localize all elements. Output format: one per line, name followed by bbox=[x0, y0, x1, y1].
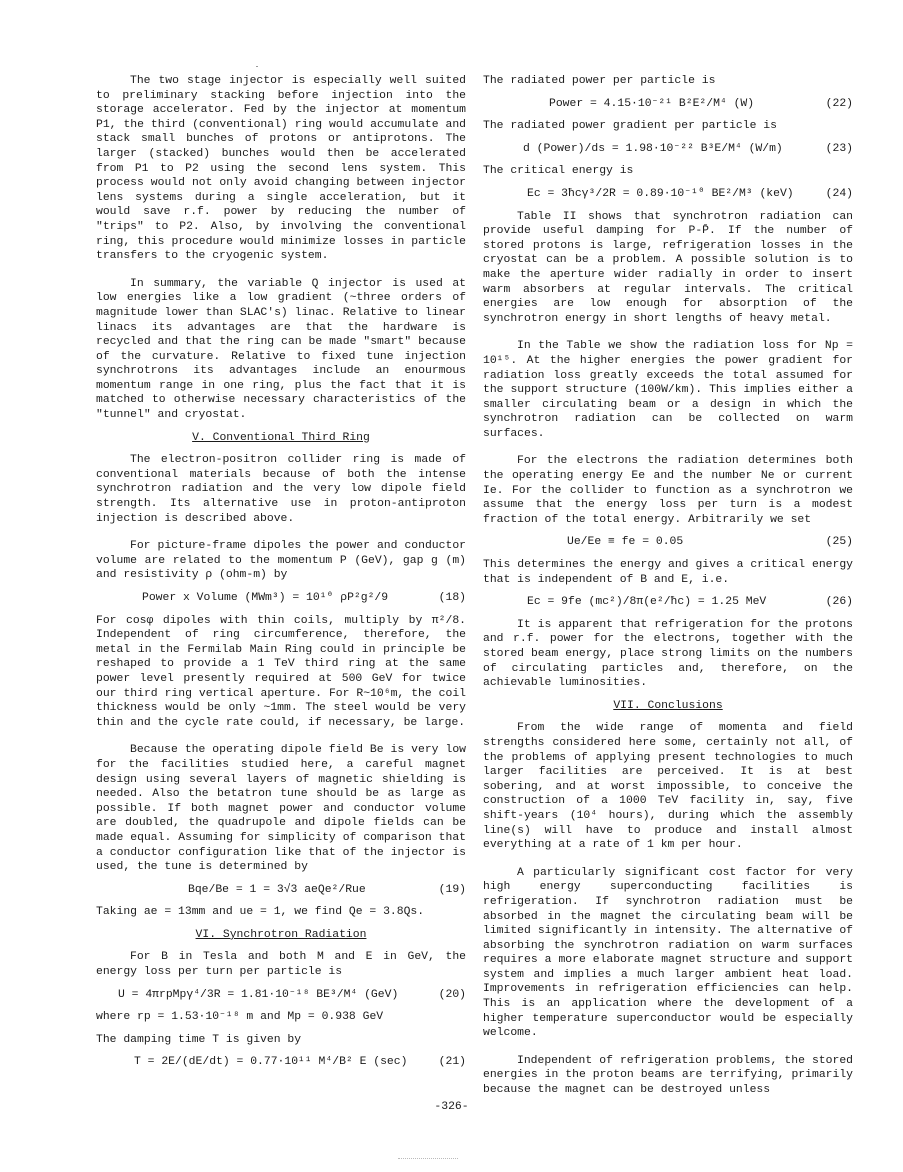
equation-body: U = 4πrpMpγ⁴/3R = 1.81·10⁻¹⁸ BE³/M⁴ (GeV) bbox=[118, 988, 399, 1001]
paragraph: In summary, the variable Q injector is used at low energies like a low gradient (~three orders of magnitude lower than SLAC's) linac. Relative to linear linacs its advantages are that the hardware is recycled and that the ring can be made "smart" because of the curvature. Relative to fixed tune injection synchrotrons its advantages include an enourmous momentum range in one ring, plus the fact that it is matched to otherwise necessary characteristics of the "tunnel" and cryostat. bbox=[96, 277, 466, 422]
equation-number: (21) bbox=[438, 1056, 466, 1069]
paragraph: The two stage injector is especially well suited to preliminary stacking before injection into the storage accelerator. Fed by the injector at momentum P1, the third (conventional) ring would accumulate and stack small bunches of protons or antiprotons. The larger (stacked) bunches would then be accelerated from P1 to P2 using the second lens system. This process would not only avoid changing between injector lens systems during a single acceleration, but it would save r.f. power by reducing the number of "trips" to P2. Also, by involving the conventional ring, this procedure would minimize losses in particle transfers to the cryogenic system. bbox=[96, 75, 466, 263]
equation bbox=[483, 97, 853, 112]
equation bbox=[96, 883, 466, 898]
scan-mark bbox=[398, 1158, 458, 1161]
paragraph: For picture-frame dipoles the power and conductor volume are related to the momentum P (GeV), gap g (m) and resistivity ρ (ohm-m) by bbox=[96, 540, 466, 582]
paragraph: Table II shows that synchrotron radiation can provide useful damping for P-P̄. If the number of stored protons is large, refrigeration losses in the cryostat can be a problem. A possible solution is to make the aperture wider radially in order to insert warm absorbers at regular intervals. The critical energies are low enough for absorption of the synchrotron energy in short lengths of heavy metal. bbox=[483, 210, 853, 325]
paragraph: The critical energy is bbox=[483, 165, 634, 178]
equation bbox=[483, 187, 853, 202]
equation bbox=[483, 142, 853, 157]
paragraph: where rp = 1.53·10⁻¹⁸ m and Mp = 0.938 GeV bbox=[96, 1011, 384, 1024]
equation-number: (20) bbox=[438, 988, 466, 1001]
equation-body: d (Power)/ds = 1.98·10⁻²² B³E/M⁴ (W/m) bbox=[523, 142, 783, 155]
equation-number: (25) bbox=[825, 536, 853, 549]
section-heading bbox=[483, 699, 853, 714]
paragraph: For B in Tesla and both M and E in GeV, the energy loss per turn per particle is bbox=[96, 951, 466, 979]
paragraph: A particularly significant cost factor for very high energy superconducting facilities is refrigeration. If synchrotron radiation must be absorbed in the magnet the circulating beam will be limited significantly in intensity. The alternative of absorbing the synchrotron radiation on warm surfaces requires a more elaborate magnet structure and support system and implies a much larger ambient heat load. Improvements in refrigeration efficiencies can help. This is an application where the development of a higher temperature superconductor would be especially welcome. bbox=[483, 866, 853, 1040]
equation bbox=[96, 591, 466, 606]
paragraph: In the Table we show the radiation loss for Np = 10¹⁵. At the higher energies the power gradient for radiation loss greatly exceeds the total assumed for the support structure (100W/km). This implies either a smaller circulating beam or a design in which the synchrotron radiation can be collected on warm surfaces. bbox=[483, 340, 853, 440]
equation-body: Ue/Ee ≡ fe = 0.05 bbox=[567, 536, 684, 549]
paragraph: The radiated power gradient per particle is bbox=[483, 120, 777, 133]
equation-number: (22) bbox=[825, 97, 853, 110]
equation-body: Ec = 3ħcγ³/2R = 0.89·10⁻¹⁰ BE²/M³ (keV) bbox=[527, 187, 794, 200]
equation-body: Bqe/Be = 1 = 3√3 aeQe²/Rue bbox=[188, 883, 366, 896]
section-heading-text: VII. Conclusions bbox=[613, 699, 723, 712]
paragraph: Taking ae = 13mm and ue = 1, we find Qe = 3.8Qs. bbox=[96, 906, 425, 919]
equation-number: (23) bbox=[825, 142, 853, 155]
paragraph: The damping time T is given by bbox=[96, 1033, 302, 1046]
equation-number: (26) bbox=[825, 596, 853, 609]
equation-body: Power = 4.15·10⁻²¹ B²E²/M⁴ (W) bbox=[549, 97, 755, 110]
paragraph: The electron-positron collider ring is made of conventional materials because of both the intense synchrotron radiation and the very low dipole field strength. Its alternative use in proton-antiproton injection is described above. bbox=[96, 454, 466, 525]
paragraph: It is apparent that refrigeration for the protons and r.f. power for the electrons, together with the stored beam energy, place strong limits on the numbers of circulating particles and, therefore, on the achievable luminosities. bbox=[483, 618, 853, 690]
equation-body: Ec = 9fe (mc²)/8π(e²/ħc) = 1.25 MeV bbox=[527, 596, 767, 609]
right-column bbox=[483, 74, 853, 1098]
equation-body: T = 2E/(dE/dt) = 0.77·10¹¹ M⁴/B² E (sec) bbox=[134, 1056, 408, 1069]
section-heading-text: V. Conventional Third Ring bbox=[192, 431, 370, 444]
equation-number: (18) bbox=[438, 592, 466, 604]
paragraph: The radiated power per particle is bbox=[483, 75, 716, 87]
equation-number: (24) bbox=[825, 187, 853, 200]
equation bbox=[96, 988, 466, 1003]
section-heading-text: VI. Synchrotron Radiation bbox=[195, 928, 367, 941]
paragraph: Because the operating dipole field Be is very low for the facilities studied here, a careful magnet design using several layers of magnetic shielding is needed. Also the betatron tune should be as large as possible. If both magnet power and conductor volume are doubled, the quadrupole and dipole fields can be made equal. Assuming for simplicity of comparison that a conductor configuration like that of the injector is used, the tune is determined by bbox=[96, 744, 466, 874]
equation bbox=[96, 1055, 466, 1070]
paragraph: For cosφ dipoles with thin coils, multiply by π²/8. Independent of ring circumference, therefore, the metal in the Fermilab Main Ring could in principle be reshaped to provide a 1 TeV third ring at the same power level presently required at 500 GeV for twice our third ring vertical aperture. For R~10⁶m, the coil thickness would be only ~1mm. The steel would be very thin and the cycle rate could, if necessary, be large. bbox=[96, 614, 466, 729]
equation bbox=[483, 535, 853, 550]
section-heading bbox=[96, 431, 466, 446]
paragraph: From the wide range of momenta and field strengths considered here some, certainly not all, of the problems of applying present technologies to much larger facilities are perceived. It is at best sobering, and at worst impossible, to conceive the construction of a 1000 TeV facility in, say, five shift-years (10⁴ hours), during which the assembly line(s) will have to produce and install almost everything at a rate of 1 km per hour. bbox=[483, 722, 853, 852]
paragraph: Independent of refrigeration problems, the stored energies in the proton beams are terrifying, primarily because the magnet can be destroyed unless bbox=[483, 1054, 853, 1097]
equation bbox=[483, 595, 853, 610]
section-heading bbox=[96, 928, 466, 943]
paragraph: This determines the energy and gives a critical energy that is independent of B and E, i.e. bbox=[483, 559, 853, 586]
paragraph: For the electrons the radiation determines both the operating energy Ee and the number Ne or current Ie. For the collider to function as a synchrotron we assume that the energy loss per turn is a modest fraction of the total energy. Arbitrarily we set bbox=[483, 455, 853, 526]
left-column bbox=[96, 74, 466, 1070]
equation-number: (19) bbox=[438, 883, 466, 896]
scan-mark bbox=[256, 66, 258, 67]
equation-body: Power x Volume (MWm³) = 10¹⁰ ρP²g²/9 bbox=[142, 592, 389, 604]
page-number: -326- bbox=[434, 1101, 469, 1113]
